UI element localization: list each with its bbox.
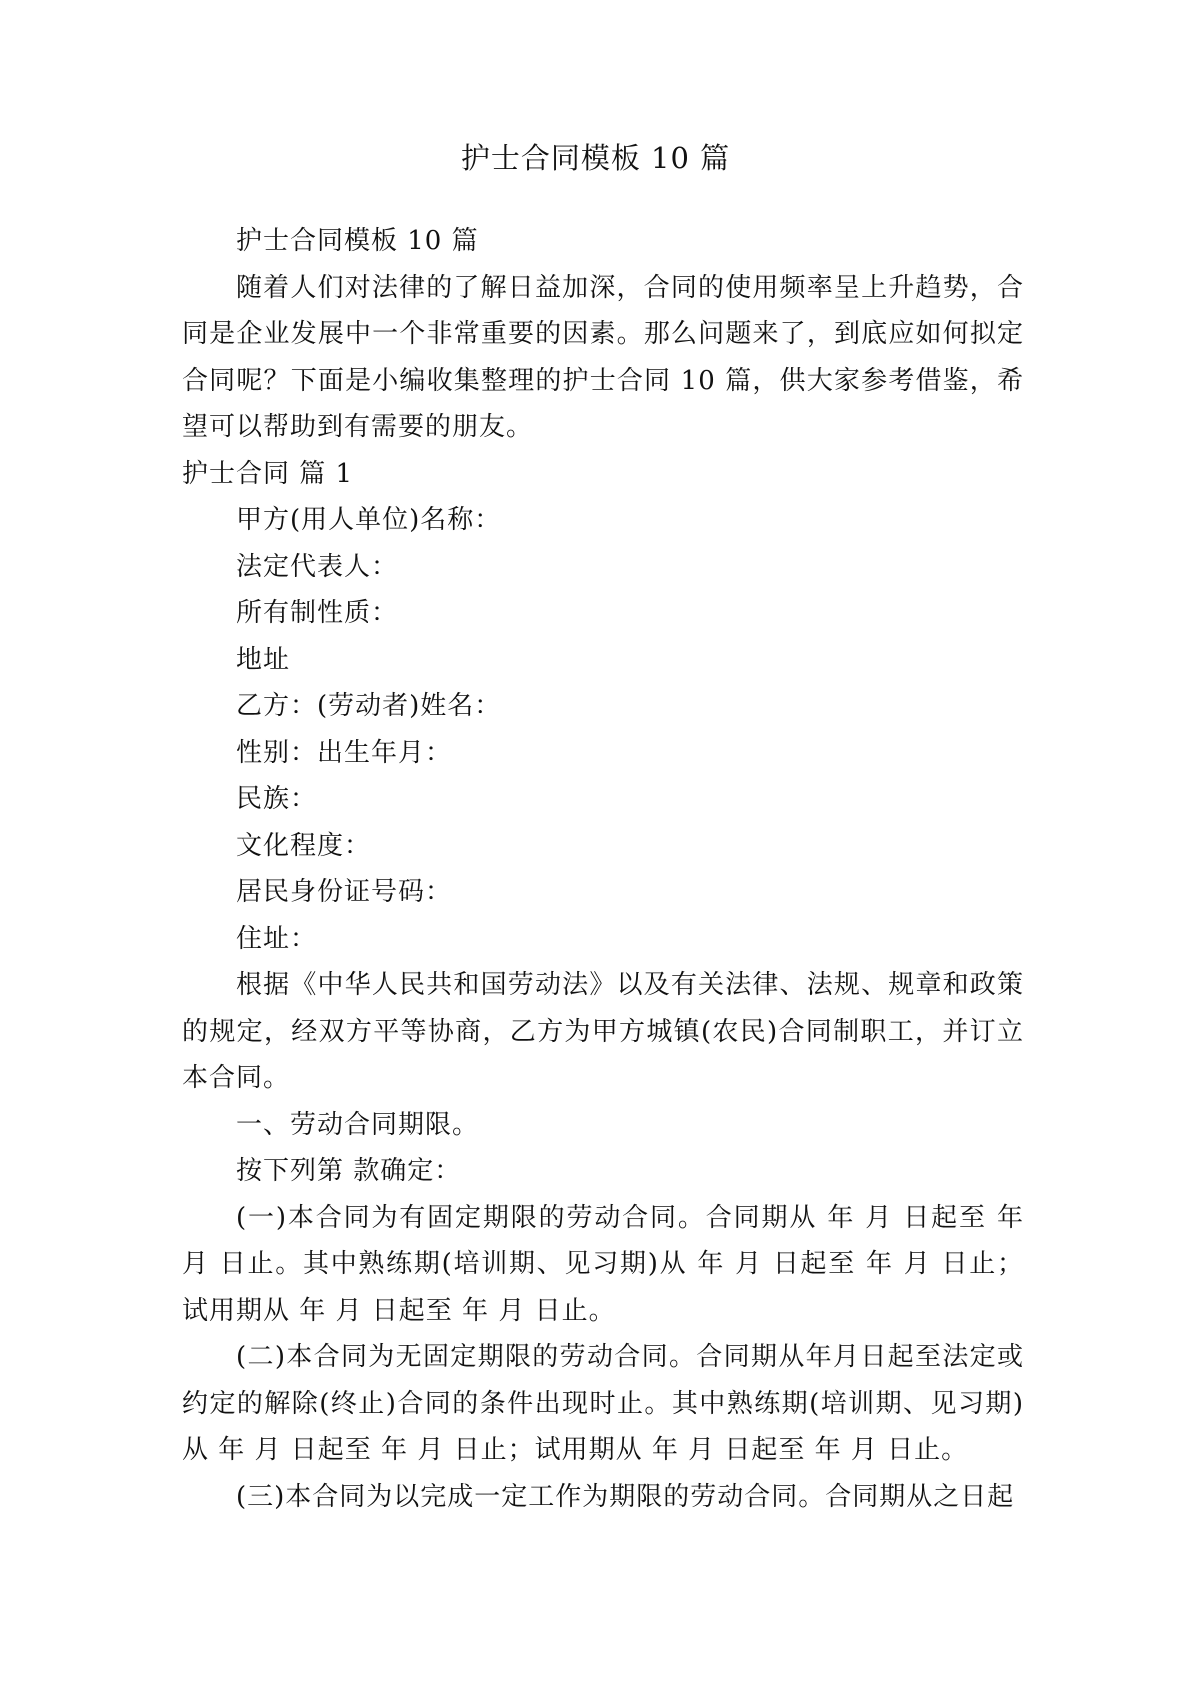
field-id-number: 居民身份证号码： <box>236 877 453 907</box>
field-residence: 住址： <box>236 923 318 954</box>
field-legal-representative: 法定代表人： <box>236 551 399 582</box>
clause-heading-term: 一、劳动合同期限。 <box>236 1109 480 1140</box>
paragraph-legal-basis: 根据《中华人民共和国劳动法》以及有关法律、法规、规章和政策的规定，经双方平等协商，乙方为甲方城镇(农民)合同制职工，并订立本合同。 <box>182 970 1024 1093</box>
paragraph-intro: 随着人们对法律的了解日益加深，合同的使用频率呈上升趋势，合同是企业发展中一个非常重要的因素。那么问题来了，到底应如何拟定合同呢？下面是小编收集整理的护士合同 10 篇，供大家参考借鉴，希望可以帮助到有需要的朋友。 <box>182 272 1024 442</box>
field-party-b-name: 乙方：(劳动者)姓名： <box>236 691 502 721</box>
clause-fixed-term: (一)本合同为有固定期限的劳动合同。合同期从 年 月 日起至 年 月 日止。其中熟练期(培训期、见习期)从 年 月 日起至 年 月 日止；试用期从 年 月 日起至 年 月 日止。 <box>182 1202 1024 1326</box>
document-title: 护士合同模板 10 篇 <box>460 141 731 175</box>
section-heading: 护士合同 篇 1 <box>182 458 354 489</box>
clause-open-ended: (二)本合同为无固定期限的劳动合同。合同期从年月日起至法定或约定的解除(终止)合同的条件出现时止。其中熟练期(培训期、见习期)从 年 月 日起至 年 月 日止；试用期从 年 月 日起至 年 月 日止。 <box>182 1342 1024 1465</box>
paragraph-subtitle: 护士合同模板 10 篇 <box>236 226 479 256</box>
field-address: 地址 <box>236 644 291 675</box>
field-ethnicity: 民族： <box>236 784 318 814</box>
clause-task-based: (三)本合同为以完成一定工作为期限的劳动合同。合同期从之日起 <box>236 1481 1015 1512</box>
field-ownership-type: 所有制性质： <box>236 598 399 628</box>
field-party-a-name: 甲方(用人单位)名称： <box>236 505 502 535</box>
field-education: 文化程度： <box>236 830 372 861</box>
field-gender-birth: 性别：出生年月： <box>236 737 453 768</box>
document-body <box>182 218 1024 1520</box>
clause-option-select: 按下列第 款确定： <box>236 1156 462 1186</box>
